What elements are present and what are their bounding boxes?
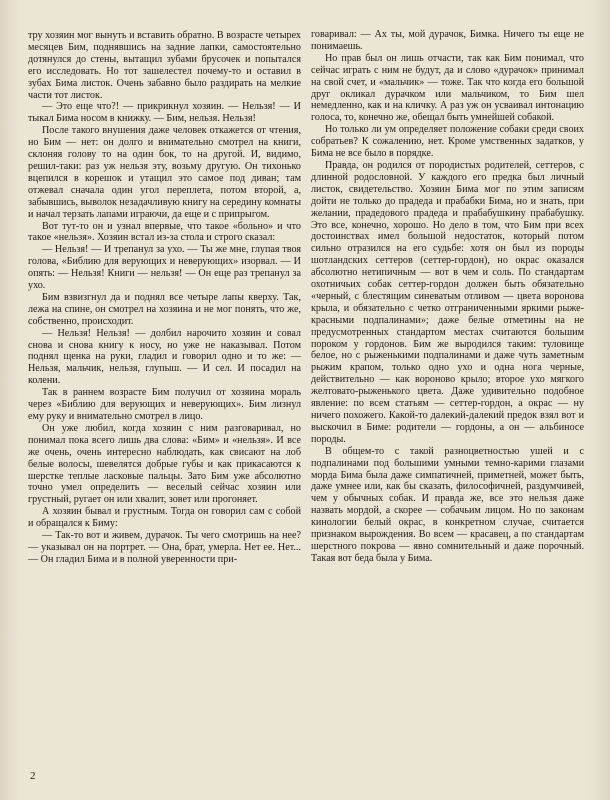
right-paragraph-4: Правда, он родился от породистых родителей, сеттеров, с длинной родословной. У каждого его предка был личный листок, свидетельство. Хозяин Бима мог по этим записям дойти не только до прадеда и прабабки Бима, но и знать, при желании, прадедового прадеда и прабабушкину прабабушку. Это все, конечно, хорошо. Но дело в том, что Бим при всех достоинствах имел большой недостаток, который потом сильно отразился на его судьбе: хотя он был из породы шотландских сеттеров (сеттер-гордон), но окрас оказался абсолютно нетипичным — вот в чем и соль. По стандартам охотничьих собак сеттер-гордон должен быть обязательно «черный, с блестящим синеватым отливом — цвета воронова крыла, и обязательно с четко отграниченными яркими рыже-красными подпалинами»; даже белые отметины на не предусмотренных стандартом местах считаются большим пороком у гордонов. Бим же выродился таким: туловище белое, но с рыженькими подпалинами и даже чуть заметным рыжим крапом, только одно ухо и одна нога черные, действительно — как вороново крыло; второе ухо мягкого желтовато-рыженького цвета. Даже удивительно подобное явление: по всем статьям — сеттер-гордон, а окрас — ну ничего похожего. Какой-то далекий-далекий предок взял вот и выскочил в Биме: родители — гордоны, а он — альбиносе породы. bbox=[311, 159, 584, 445]
left-paragraph-5: — Нельзя! — И трепанул за ухо. — Ты же мне, глупая твоя голова, «Библию для верующих и неверующих» изорвал. — И опять: — Нельзя! Книги — нельзя! — Он еще раз трепанул за ухо. bbox=[28, 244, 301, 292]
left-paragraph-11: — Так-то вот и живем, дурачок. Ты чего смотришь на нее? — указывал он на портрет. — Она, брат, умерла. Нет ее. Нет... — Он гладил Бима и в полной уверенности при- bbox=[28, 530, 301, 565]
left-paragraph-3: После такого внушения даже человек откажется от чтения, но Бим — нет: он долго и внимательно смотрел на книги, склоняя голову то на один бок, то на другой. И, видимо, решил-таки: раз уж нельзя эту, возьму другую. Он тихонько вцепился в корешок и утащил это самое под диван; там отжевал сначала один угол переплета, потом второй, а, забывшись, выволок незадачливую книгу на середину комнаты и начал терзать лапами играючи, да еще и с припрыгом. bbox=[28, 125, 301, 220]
page-number: 2 bbox=[30, 770, 36, 782]
left-paragraph-6: Бим взвизгнул да и поднял все четыре лапы кверху. Так, лежа на спине, он смотрел на хозяина и не мог понять, что же, собственно, происходит. bbox=[28, 291, 301, 327]
right-paragraph-3: Но только ли ум определяет положение собаки среди своих собратьев? К сожалению, нет. Кроме умственных задатков, у Бима не все было в порядке. bbox=[311, 124, 584, 160]
left-paragraph-1: тру хозяин мог вынуть и вставить обратно. В возрасте четырех месяцев Бим, поднявшись на задние лапки, самостоятельно дотянулся до стены, вытащил зубами брусочек и попытался его исследовать. Но тот зашелестел почему-то и оставил в зубах Бима листок. Очень забавно было раздирать на мелкие части тот листок. bbox=[28, 30, 301, 101]
right-column bbox=[311, 29, 584, 565]
right-paragraph-1: говаривал: — Ах ты, мой дурачок, Бимка. Ничего ты еще не понимаешь. bbox=[311, 29, 584, 52]
right-paragraph-5: В общем-то с такой разноцветностью ушей и с подпалинами под большими умными темно-карими глазами морда Бима была даже симпатичней, приметней, может быть, даже умнее или, как бы сказать, философичней, раздумчивей, чем у обычных собак. И правда же, все это нельзя даже назвать мордой, а скорее — собачьим лицом. Но по законам кинологии белый окрас, в конкретном случае, считается признаком вырождения. Во всем — красавец, а по стандартам шерстного покрова — явно сомнительный и даже порочный. Такая вот беда была у Бима. bbox=[311, 445, 584, 564]
left-paragraph-4: Вот тут-то он и узнал впервые, что такое «больно» и что такое «нельзя». Хозяин встал из-за стола и строго сказал: bbox=[28, 220, 301, 244]
left-paragraph-7: — Нельзя! Нельзя! — долбил нарочито хозяин и совал снова и снова книгу к носу, но уже не наказывал. Потом поднял щенка на руки, гладил и говорил одно и то же: — Нельзя, мальчик, нельзя, глупыш. — И сел. И посадил на колени. bbox=[28, 327, 301, 387]
left-paragraph-9: Он уже любил, когда хозяин с ним разговаривал, но понимал пока всего лишь два слова: «Бим» и «нельзя». И все же очень, очень интересно наблюдать, как свисают на лоб белые волосы, шевелятся добрые губы и как прикасаются к шерстке теплые ласковые пальцы. Зато Бим уже абсолютно точно умел определить — веселый сейчас хозяин или грустный, ругает он или хвалит, зовет или прогоняет. bbox=[28, 422, 301, 506]
left-paragraph-2: — Это еще что?! — прикрикнул хозяин. — Нельзя! — И тыкал Бима носом в книжку. — Бим, нельзя. Нельзя! bbox=[28, 101, 301, 125]
left-column bbox=[28, 30, 301, 566]
left-paragraph-10: А хозяин бывал и грустным. Тогда он говорил сам с собой и обращался к Биму: bbox=[28, 506, 301, 530]
left-paragraph-8: Так в раннем возрасте Бим получил от хозяина мораль через «Библию для верующих и неверующих». Бим лизнул ему руку и внимательно смотрел в лицо. bbox=[28, 387, 301, 422]
right-paragraph-2: Но прав был он лишь отчасти, так как Бим понимал, что сейчас играть с ним не будут, да и слово «дурачок» принимал на свой счет, и «мальчик» — тоже. Так что когда его большой друг окликал дурачком или мальчиком, то Бим шел немедленно, как и на кличку. А раз уж он усваивал интонацию голоса, то, конечно же, обещал быть умнейшей собакой. bbox=[311, 52, 584, 124]
